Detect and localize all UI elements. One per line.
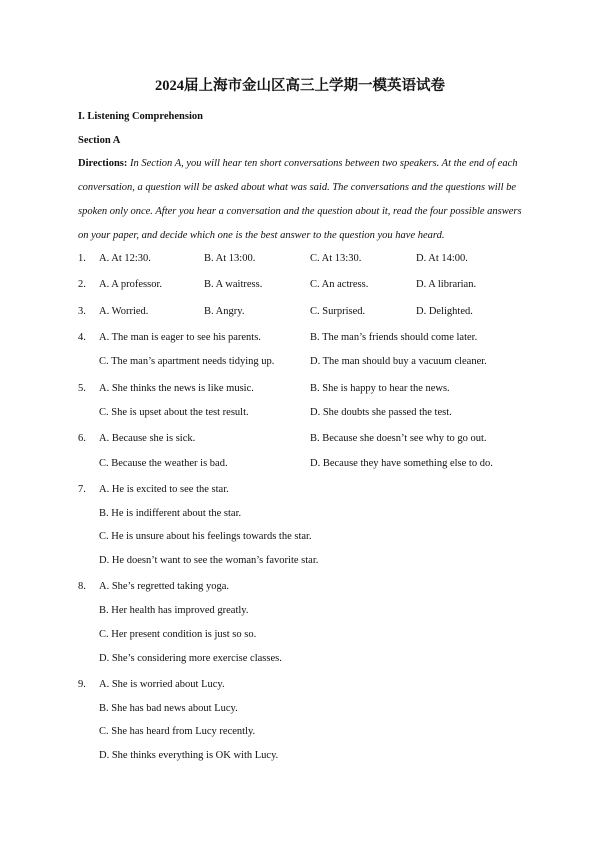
question-2 <box>0 278 600 292</box>
option-d: D. A librarian. <box>416 279 477 290</box>
question-9 <box>0 678 600 692</box>
question-9-option-d: D. She thinks everything is OK with Lucy. <box>99 750 279 761</box>
section-heading: I. Listening Comprehension <box>78 111 203 122</box>
option-a: A. At 12:30. <box>99 253 151 264</box>
option-d: D. Delighted. <box>416 306 473 317</box>
question-number: 8. <box>78 581 86 592</box>
option-a: A. She is worried about Lucy. <box>99 679 225 690</box>
question-6-row-2 <box>0 457 600 471</box>
option-b: B. She is happy to hear the news. <box>310 383 450 394</box>
question-8 <box>0 580 600 594</box>
option-a: A. He is excited to see the star. <box>99 484 229 495</box>
option-a: A. She thinks the news is like music. <box>99 383 254 394</box>
option-d: D. The man should buy a vacuum cleaner. <box>310 356 487 367</box>
option-c: C. Surprised. <box>310 306 366 317</box>
question-number: 3. <box>78 306 86 317</box>
directions-line-3: spoken only once. After you hear a conversation and the question about it, read the four possible answers <box>78 206 522 217</box>
subsection-heading: Section A <box>78 135 121 146</box>
question-7-option-b: B. He is indifferent about the star. <box>99 508 242 519</box>
option-a: A. Worried. <box>99 306 149 317</box>
option-b: B. Angry. <box>204 306 245 317</box>
question-7-option-d: D. He doesn’t want to see the woman’s favorite star. <box>99 555 319 566</box>
question-5-row-2 <box>0 406 600 420</box>
question-number: 1. <box>78 253 86 264</box>
option-a: A. The man is eager to see his parents. <box>99 332 261 343</box>
option-a: A. A professor. <box>99 279 162 290</box>
option-d: D. She doubts she passed the test. <box>310 407 452 418</box>
question-8-option-c: C. Her present condition is just so so. <box>99 629 257 640</box>
question-number: 7. <box>78 484 86 495</box>
option-c: C. At 13:30. <box>310 253 362 264</box>
question-4 <box>0 331 600 345</box>
question-9-option-b: B. She has bad news about Lucy. <box>99 703 238 714</box>
question-5 <box>0 382 600 396</box>
question-8-option-d: D. She’s considering more exercise classes. <box>99 653 282 664</box>
directions-line-2: conversation, a question will be asked about what was said. The conversations and the questions will be <box>78 182 517 193</box>
question-number: 6. <box>78 433 86 444</box>
directions-line-1: Directions: In Section A, you will hear ten short conversations between two speakers. At the end of each <box>78 158 518 169</box>
question-7 <box>0 483 600 497</box>
question-3 <box>0 305 600 319</box>
option-a: A. She’s regretted taking yoga. <box>99 581 230 592</box>
option-d: D. Because they have something else to do. <box>310 458 493 469</box>
question-1 <box>0 252 600 266</box>
option-c: C. An actress. <box>310 279 369 290</box>
question-7-option-c: C. He is unsure about his feelings towards the star. <box>99 531 312 542</box>
option-c: C. Because the weather is bad. <box>99 458 228 469</box>
question-number: 4. <box>78 332 86 343</box>
option-b: B. The man’s friends should come later. <box>310 332 478 343</box>
question-number: 2. <box>78 279 86 290</box>
question-number: 9. <box>78 679 86 690</box>
question-4-row-2 <box>0 355 600 369</box>
directions-line-4: on your paper, and decide which one is the best answer to the question you have heard. <box>78 230 445 241</box>
exam-title: 2024届上海市金山区高三上学期一模英语试卷 <box>155 78 445 94</box>
option-b: B. Because she doesn’t see why to go out. <box>310 433 487 444</box>
directions-label: Directions: <box>78 158 128 169</box>
option-d: D. At 14:00. <box>416 253 468 264</box>
option-a: A. Because she is sick. <box>99 433 196 444</box>
option-b: B. At 13:00. <box>204 253 256 264</box>
question-6 <box>0 432 600 446</box>
option-b: B. A waitress. <box>204 279 263 290</box>
question-8-option-b: B. Her health has improved greatly. <box>99 605 249 616</box>
question-9-option-c: C. She has heard from Lucy recently. <box>99 726 256 737</box>
question-number: 5. <box>78 383 86 394</box>
option-c: C. She is upset about the test result. <box>99 407 249 418</box>
option-c: C. The man’s apartment needs tidying up. <box>99 356 275 367</box>
